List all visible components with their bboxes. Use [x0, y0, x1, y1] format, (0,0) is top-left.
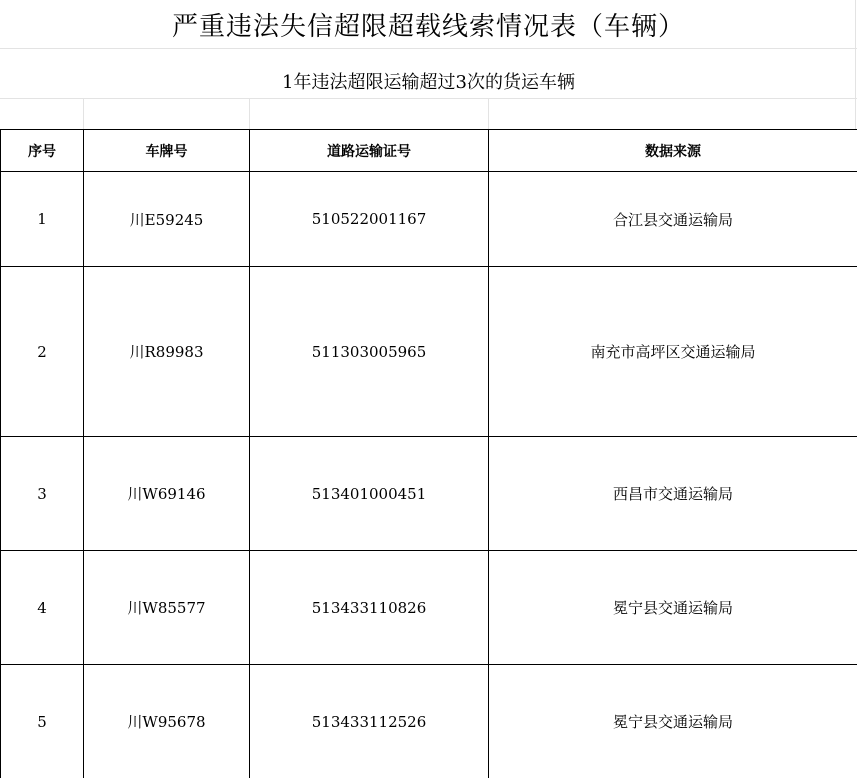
cell-plate-number: 川E59245: [84, 172, 250, 267]
vehicle-table: [0, 129, 857, 778]
cell-serial-no: 1: [1, 172, 84, 267]
header-data-source: 数据来源: [489, 130, 857, 172]
table-row: [1, 267, 857, 437]
cell-serial-no: 5: [1, 665, 84, 778]
header-plate-number: 车牌号: [84, 130, 250, 172]
header-transport-license: 道路运输证号: [250, 130, 489, 172]
gridline: [249, 98, 250, 129]
table-header-row: [1, 130, 857, 172]
cell-plate-number: 川W69146: [84, 437, 250, 551]
table-row: [1, 551, 857, 665]
table-subtitle: 1年违法超限运输超过3次的货运车辆: [282, 72, 575, 93]
table-row: [1, 172, 857, 267]
cell-transport-license: 513433112526: [250, 665, 489, 778]
cell-plate-number: 川R89983: [84, 267, 250, 437]
cell-plate-number: 川W95678: [84, 665, 250, 778]
cell-data-source: 南充市高坪区交通运输局: [489, 267, 857, 437]
page-title: 严重违法失信超限超载线索情况表（车辆）: [171, 11, 685, 42]
cell-plate-number: 川W85577: [84, 551, 250, 665]
gridline: [0, 98, 857, 99]
cell-data-source: 西昌市交通运输局: [489, 437, 857, 551]
cell-data-source: 冕宁县交通运输局: [489, 665, 857, 778]
cell-transport-license: 513401000451: [250, 437, 489, 551]
cell-transport-license: 510522001167: [250, 172, 489, 267]
header-serial-no: 序号: [1, 130, 84, 172]
gridline: [83, 98, 84, 129]
cell-transport-license: 513433110826: [250, 551, 489, 665]
cell-serial-no: 2: [1, 267, 84, 437]
gridline: [0, 48, 857, 49]
table-row: [1, 437, 857, 551]
cell-transport-license: 511303005965: [250, 267, 489, 437]
cell-serial-no: 3: [1, 437, 84, 551]
table-row: [1, 665, 857, 778]
cell-data-source: 合江县交通运输局: [489, 172, 857, 267]
cell-data-source: 冕宁县交通运输局: [489, 551, 857, 665]
cell-serial-no: 4: [1, 551, 84, 665]
gridline: [488, 98, 489, 129]
